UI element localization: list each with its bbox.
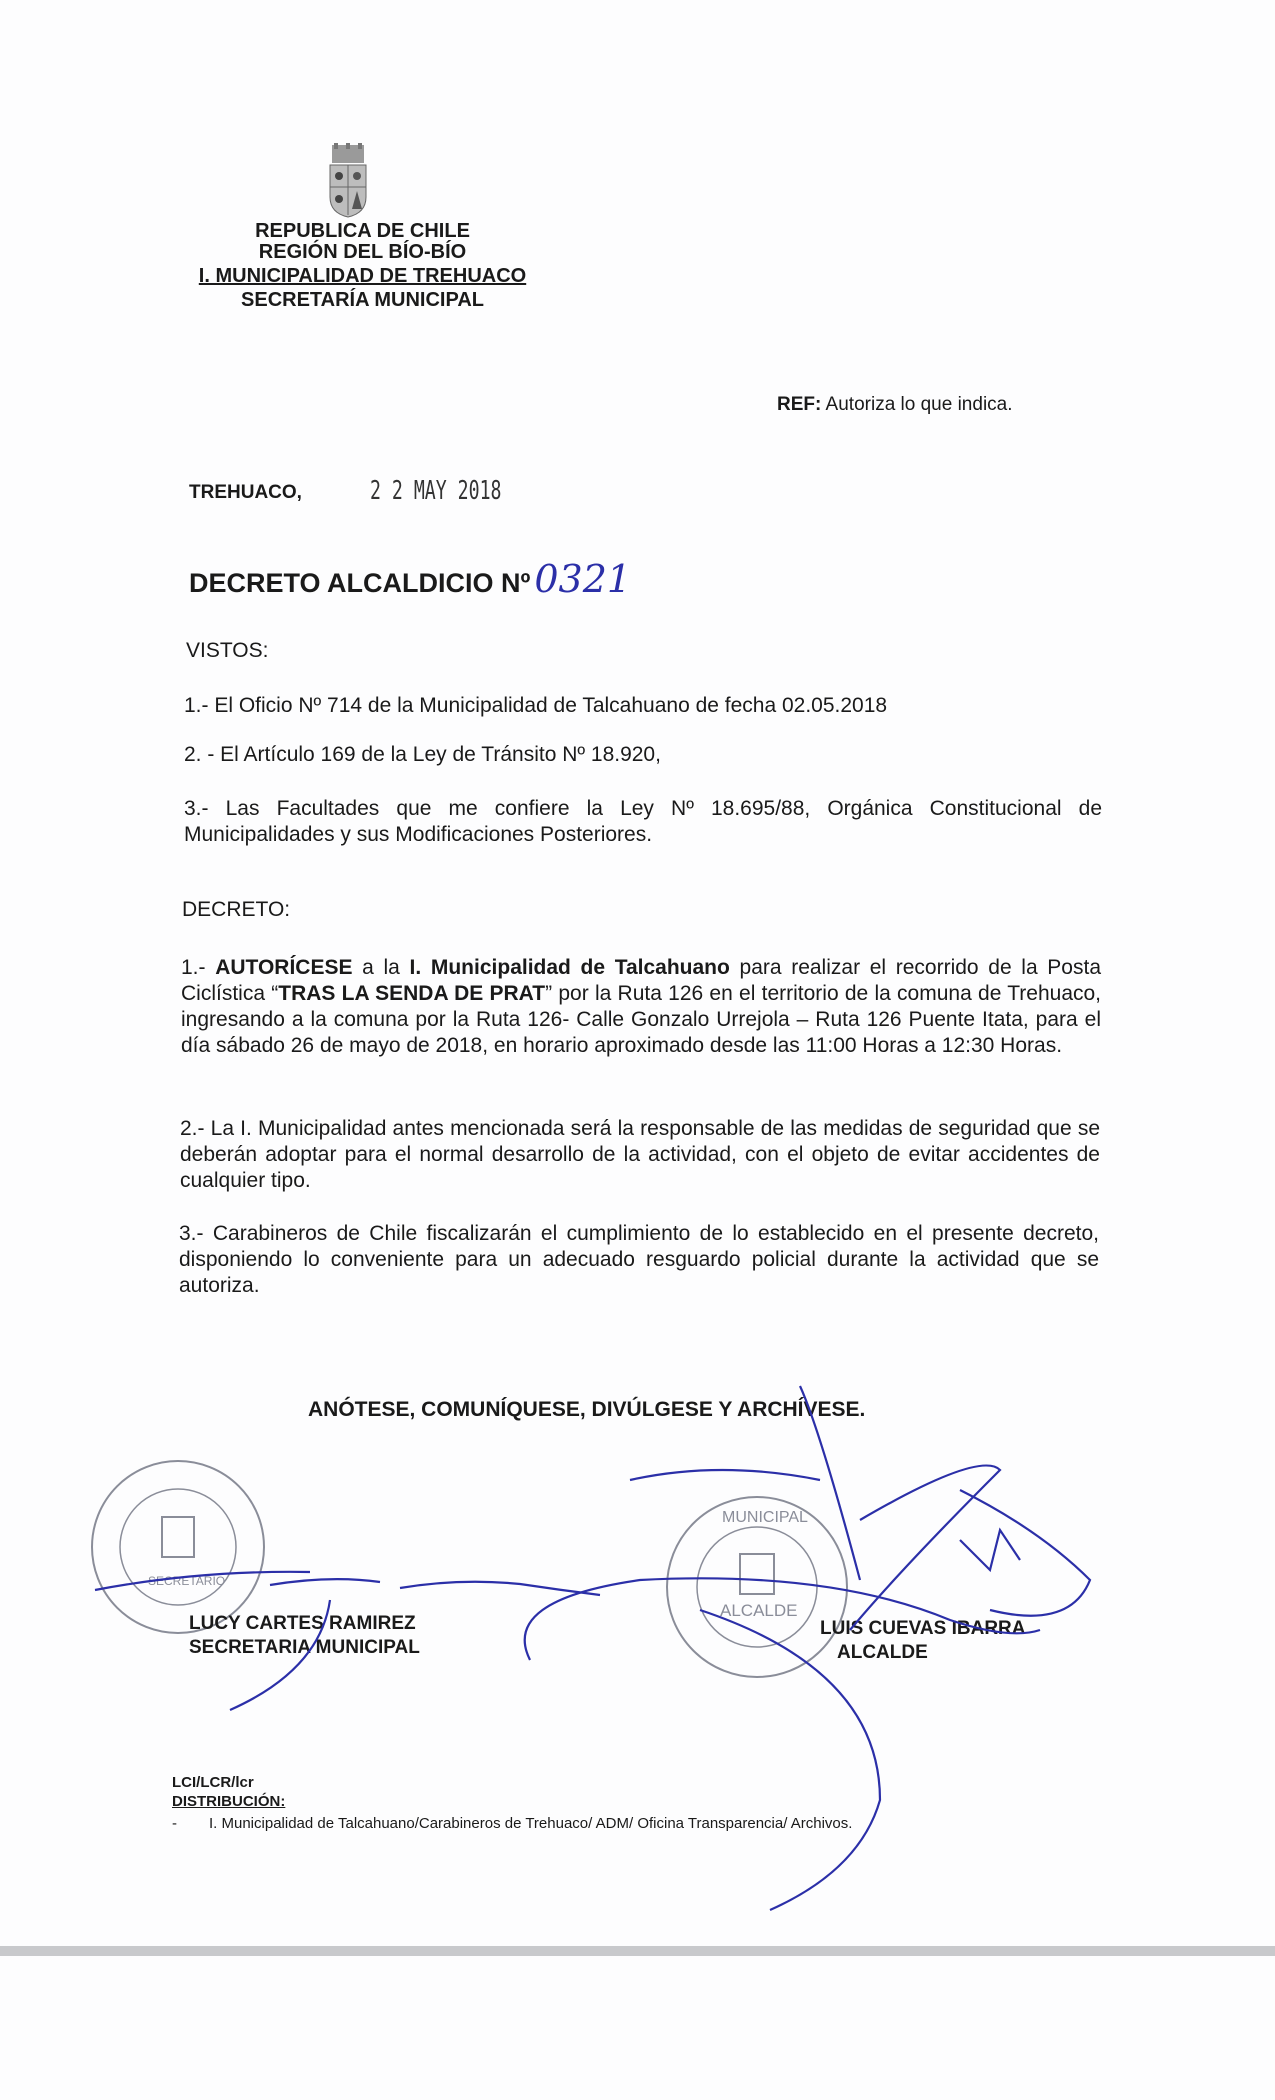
page-title	[189, 557, 631, 601]
signatory-name: LUIS CUEVAS IBARRA	[820, 1618, 1026, 1639]
scan-edge	[0, 1946, 1275, 1956]
ref-text: Autoriza lo que indica.	[821, 394, 1013, 415]
place: TREHUACO,	[189, 482, 302, 503]
signatory-name: LUCY CARTES RAMIREZ	[189, 1613, 416, 1634]
ref-label: REF:	[777, 394, 822, 415]
vistos-item: 3.- Las Facultades que me confiere la Ley Nº 18.695/88, Orgánica Constitucional de Municipalidades y sus Modificaciones Posteriores.	[184, 797, 1102, 846]
distribution-list: I. Municipalidad de Talcahuano/Carabineros de Trehuaco/ ADM/ Oficina Transparencia/ Archivos.	[209, 1815, 853, 1832]
ref-line	[777, 394, 1013, 416]
distribution-label: DISTRIBUCIÓN:	[172, 1793, 286, 1810]
decreto-heading: DECRETO:	[182, 898, 291, 921]
header-region: REGIÓN DEL BÍO-BÍO	[258, 241, 467, 263]
signatory-role: SECRETARIA MUNICIPAL	[189, 1637, 420, 1658]
header-republica: REPUBLICA DE CHILE	[255, 220, 470, 242]
initials: LCI/LCR/lcr	[172, 1774, 254, 1791]
handwritten-signatures	[0, 1370, 1275, 1930]
vistos-heading: VISTOS:	[186, 639, 269, 662]
coat-of-arms-icon	[326, 143, 370, 219]
signatory-role: ALCALDE	[837, 1642, 928, 1663]
svg-text:MUNICIPAL: MUNICIPAL	[722, 1509, 808, 1526]
svg-text:ALCALDE: ALCALDE	[720, 1601, 798, 1620]
decree-number: 0321	[534, 557, 632, 601]
title-label: DECRETO ALCALDICIO Nº	[189, 568, 531, 598]
vistos-item: 1.- El Oficio Nº 714 de la Municipalidad de Talcahuano de fecha 02.05.2018	[184, 694, 888, 717]
svg-text:SECRETARIO: SECRETARIO	[148, 1574, 226, 1588]
decreto-paragraph-2: 2.- La I. Municipalidad antes mencionada será la responsable de las medidas de seguridad que se deberán adoptar para el normal desarrollo de la actividad, con el objeto de evitar accidentes de cualquier tipo.	[180, 1117, 1100, 1192]
closing-formula: ANÓTESE, COMUNÍQUESE, DIVÚLGESE Y ARCHÍVESE.	[308, 1398, 866, 1421]
header-secretaria: SECRETARÍA MUNICIPAL	[241, 289, 484, 311]
distribution-bullet: -	[172, 1815, 177, 1832]
date-stamp: 2 2 MAY 2018	[370, 476, 502, 506]
decreto-paragraph-1: 1.- AUTORÍCESE a la I. Municipalidad de Talcahuano para realizar el recorrido de la Posta Ciclística “TRAS LA SENDA DE PRAT” por la Ruta 126 en el territorio de la comuna de Trehuaco, ingresando a la comuna por la Ruta 126- Calle Gonzalo Urrejola – Ruta 126 Puente Itata, para el día sábado 26 de mayo de 2018, en horario aproximado desde las 11:00 Horas a 12:30 Horas.	[181, 956, 1102, 1057]
header-municipalidad: I. MUNICIPALIDAD DE TREHUACO	[198, 265, 527, 287]
vistos-item: 2. - El Artículo 169 de la Ley de Tránsito Nº 18.920,	[184, 743, 661, 766]
decreto-paragraph-3: 3.- Carabineros de Chile fiscalizarán el cumplimiento de lo establecido en el presente decreto, disponiendo lo conveniente para un adecuado resguardo policial durante la actividad que se autoriza.	[179, 1222, 1099, 1297]
